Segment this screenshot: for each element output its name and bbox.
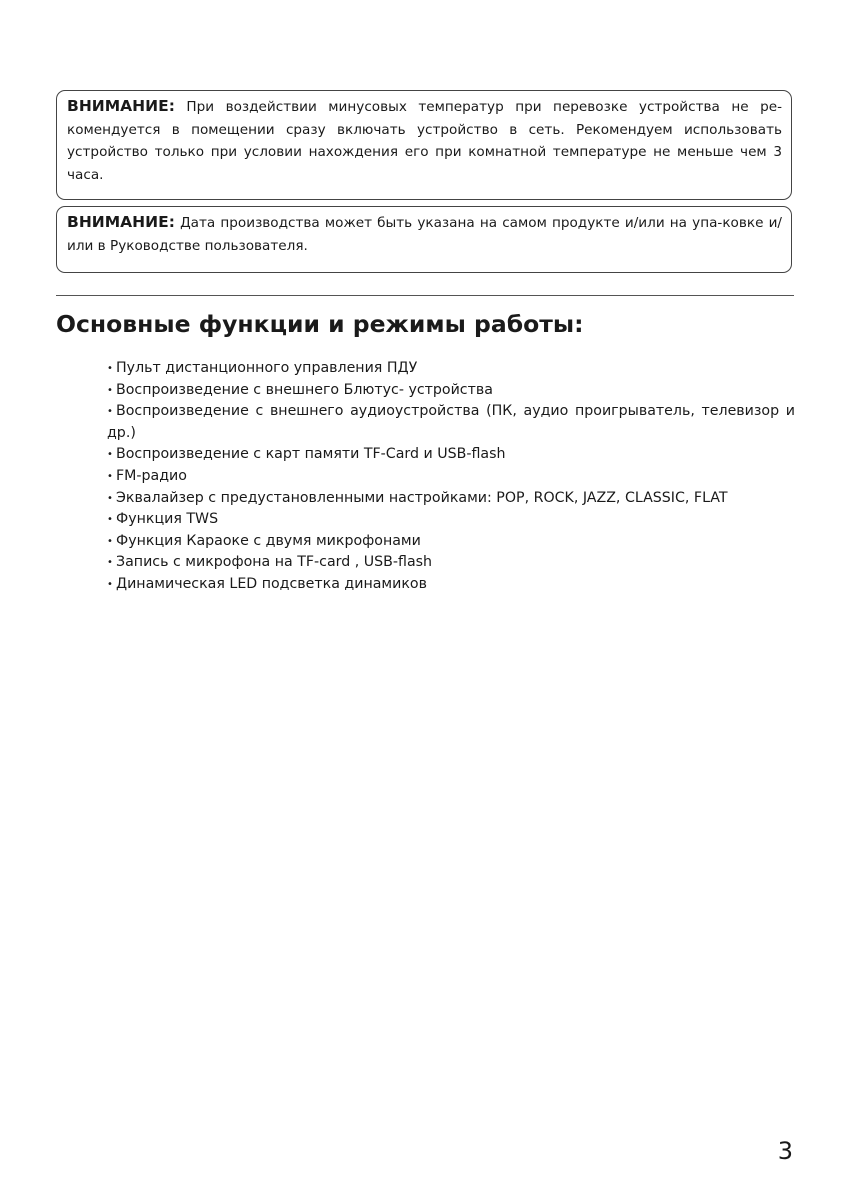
list-item [107,380,795,402]
bullet-icon: • [107,406,113,418]
list-item-text: Воспроизведение с внешнего аудиоустройства (ПК, аудио проигрыватель, телевизор и др.) [107,403,795,441]
list-item-text: Пульт дистанционного управления ПДУ [116,360,418,376]
list-item [107,574,795,596]
warning-text: При воздействии минусовых температур при перевозке устройства не ре-комендуется в помещении сразу включать устройство в сеть. Рекомендуем использовать устройство только при условии нахождения его при комнатной температуре не меньше чем 3 часа. [67,99,782,183]
list-item-text: Динамическая LED подсветка динамиков [116,575,427,592]
list-item-text: Функция TWS [116,511,219,528]
list-item [107,552,795,574]
features-list [107,358,795,596]
warning-label: ВНИМАНИЕ: [67,97,175,115]
warning-label: ВНИМАНИЕ: [67,213,175,231]
warning-notice-production-date [56,206,792,273]
bullet-icon: • [107,578,113,590]
warning-text: Дата производства может быть указана на самом продукте и/или на упа-ковке и/или в Руководстве пользователя. [67,215,782,254]
list-item-text: Функция Караоке с двумя микрофонами [116,532,421,549]
list-item [107,509,795,531]
list-item [107,358,795,380]
bullet-icon: • [107,384,113,396]
bullet-icon: • [107,557,113,569]
section-divider [56,295,794,296]
list-item-text: Воспроизведение с внешнего Блютус- устройства [116,381,493,398]
list-item-text: FM-радио [116,467,187,484]
bullet-icon: • [107,449,113,461]
list-item [107,488,795,510]
list-item [107,444,795,466]
bullet-icon: • [107,535,113,547]
list-item [107,466,795,488]
bullet-icon: • [107,514,113,526]
list-item-content [56,403,795,441]
list-item-text: Эквалайзер с предустановленными настройками: POP, ROCK, JAZZ, CLASSIC, FLAT [116,489,728,506]
list-item [107,531,795,553]
list-item [107,401,795,444]
page-number: 3 [777,1137,793,1165]
list-item-text: Запись с микрофона на TF-card , USB-flash [116,554,433,571]
bullet-icon: • [107,492,113,504]
bullet-icon: • [107,470,113,482]
section-title: Основные функции и режимы работы: [56,310,584,338]
list-item-text: Воспроизведение с карт памяти TF-Card и USB-flash [116,446,506,463]
bullet-icon: • [107,363,113,374]
warning-notice-temperature [56,90,792,200]
